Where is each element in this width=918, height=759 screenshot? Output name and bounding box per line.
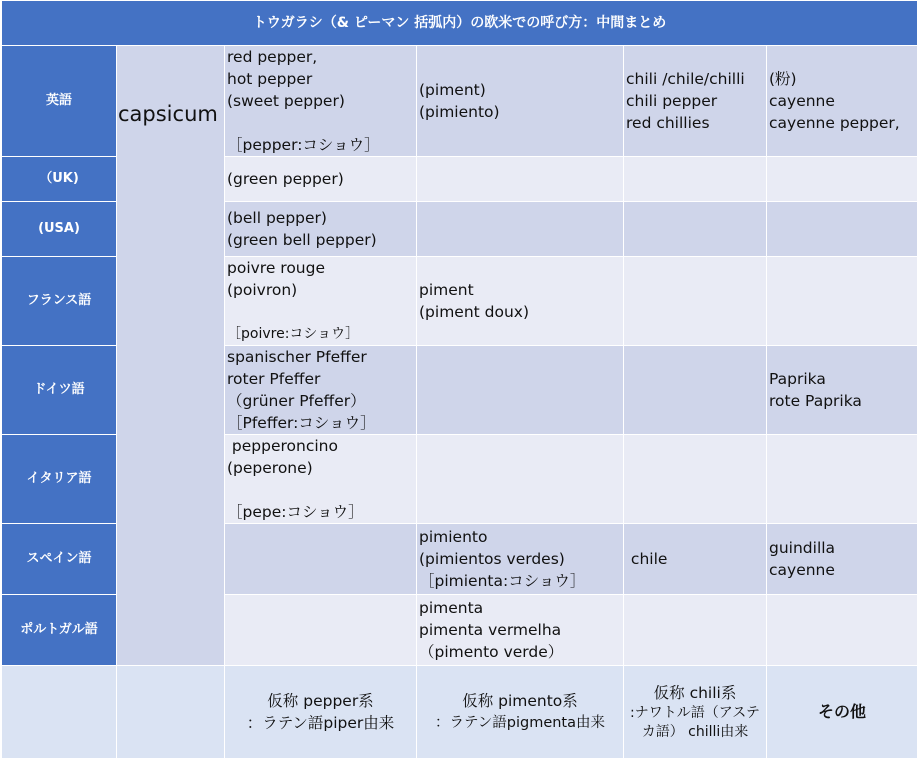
pepper-cell-portuguese [225,595,417,666]
lang-label-portuguese: ポルトガル語 [2,595,117,666]
pepper-cell-french [225,257,417,346]
cell-line: (poivron) [227,281,298,299]
lang-label-german: ドイツ語 [2,346,117,435]
cell-line: red pepper, [227,48,318,66]
cell-line: (green pepper) [227,170,344,188]
cell-line: red chillies [626,114,710,132]
pepper-cell-german [225,346,417,435]
chili-cell-french [624,257,767,346]
other-cell-uk [767,157,918,202]
cell-line: cayenne [769,92,835,110]
footer-line: ：ラテン語pigmenta由来 [434,715,606,731]
pimento-cell-french [417,257,624,346]
cell-line: cayenne pepper, [769,114,900,132]
pimento-cell-uk [417,157,624,202]
footer-line: 仮称 pimento系 [462,692,578,710]
chili-cell-portuguese [624,595,767,666]
footer-other [767,666,918,759]
pepper-cell-usa [225,202,417,257]
chili-cell-usa [624,202,767,257]
footer-line: ：ラテン語piper由来 [246,714,395,732]
pimento-cell-german [417,346,624,435]
cell-line [227,479,414,501]
footer-empty-capsicum [117,666,225,759]
pimento-cell-italian [417,435,624,524]
pimento-cell-usa [417,202,624,257]
cell-line: ［poivre:コショウ］ [227,326,360,342]
pimento-cell-english [417,46,624,157]
cell-line: ［pepper:コショウ］ [227,136,380,154]
cell-line: rote Paprika [769,392,862,410]
lang-label-usa: (USA) [2,202,117,257]
cell-line: pimenta [419,599,484,617]
cell-line: chili pepper [626,92,718,110]
cell-line: poivre rouge [227,259,326,277]
pepper-cell-italian [225,435,417,524]
cell-line: pimiento [419,528,488,546]
pimento-cell-spanish [417,524,624,595]
cell-line: piment [419,281,474,299]
title-row [2,1,918,46]
chili-cell-english [624,46,767,157]
cell-line: (peperone) [227,459,313,477]
lang-label-french: フランス語 [2,257,117,346]
chili-cell-german [624,346,767,435]
other-cell-portuguese [767,595,918,666]
cell-line: chile [626,550,668,568]
lang-label-italian: イタリア語 [2,435,117,524]
chili-cell-italian [624,435,767,524]
cell-line: hot pepper [227,70,313,88]
cell-line: ［pepe:コショウ］ [227,503,364,521]
footer-line: 仮称 chili系 [653,684,737,702]
cell-line: (粉) [769,70,797,88]
cell-line: spanischer Pfeffer [227,348,367,366]
cell-line [227,112,414,134]
lang-label-spanish: スペイン語 [2,524,117,595]
footer-pepper [225,666,417,759]
footer-pimento [417,666,624,759]
cell-line: pimenta vermelha [419,621,562,639]
capsicum-label: capsicum [117,46,225,666]
cell-line [227,301,414,323]
pimento-cell-portuguese [417,595,624,666]
cell-line: (sweet pepper) [227,92,345,110]
footer-line: その他 [817,702,866,721]
other-cell-english [767,46,918,157]
cell-line: (pimientos verdes) [419,550,565,568]
footer-line: 仮称 pepper系 [267,692,374,710]
cell-line: roter Pfeffer [227,370,321,388]
cell-line: （pimento verde） [419,643,564,661]
footer-line: :ナワトル語（アステカ語） chilli由来 [630,705,760,740]
footer-chili [624,666,767,759]
other-cell-spanish [767,524,918,595]
other-cell-french [767,257,918,346]
table-row-english [2,46,918,157]
pepper-names-table [1,0,918,759]
pepper-cell-uk [225,157,417,202]
cell-line: Paprika [769,370,826,388]
other-cell-italian [767,435,918,524]
pepper-cell-spanish [225,524,417,595]
cell-line: (bell pepper) [227,209,327,227]
cell-line: ［Pfeffer:コショウ］ [227,414,376,432]
lang-label-uk: （UK) [2,157,117,202]
footer-row [2,666,918,759]
cell-line: chili /chile/chilli [626,70,745,88]
footer-empty-lang [2,666,117,759]
pepper-cell-english [225,46,417,157]
cell-line: ［pimienta:コショウ］ [419,572,586,590]
chili-cell-uk [624,157,767,202]
lang-label-english: 英語 [2,46,117,157]
cell-line: pepperoncino [227,437,338,455]
cell-line: (pimiento) [419,103,500,121]
other-cell-usa [767,202,918,257]
cell-line: （grüner Pfeffer） [227,392,366,410]
cell-line: (piment doux) [419,303,530,321]
cell-line: (piment) [419,81,486,99]
cell-line: cayenne [769,561,835,579]
cell-line: guindilla [769,539,836,557]
cell-line: (green bell pepper) [227,231,377,249]
chili-cell-spanish [624,524,767,595]
table-title: トウガラシ（& ピーマン 括弧内）の欧米での呼び方：中間まとめ [2,1,918,46]
other-cell-german [767,346,918,435]
